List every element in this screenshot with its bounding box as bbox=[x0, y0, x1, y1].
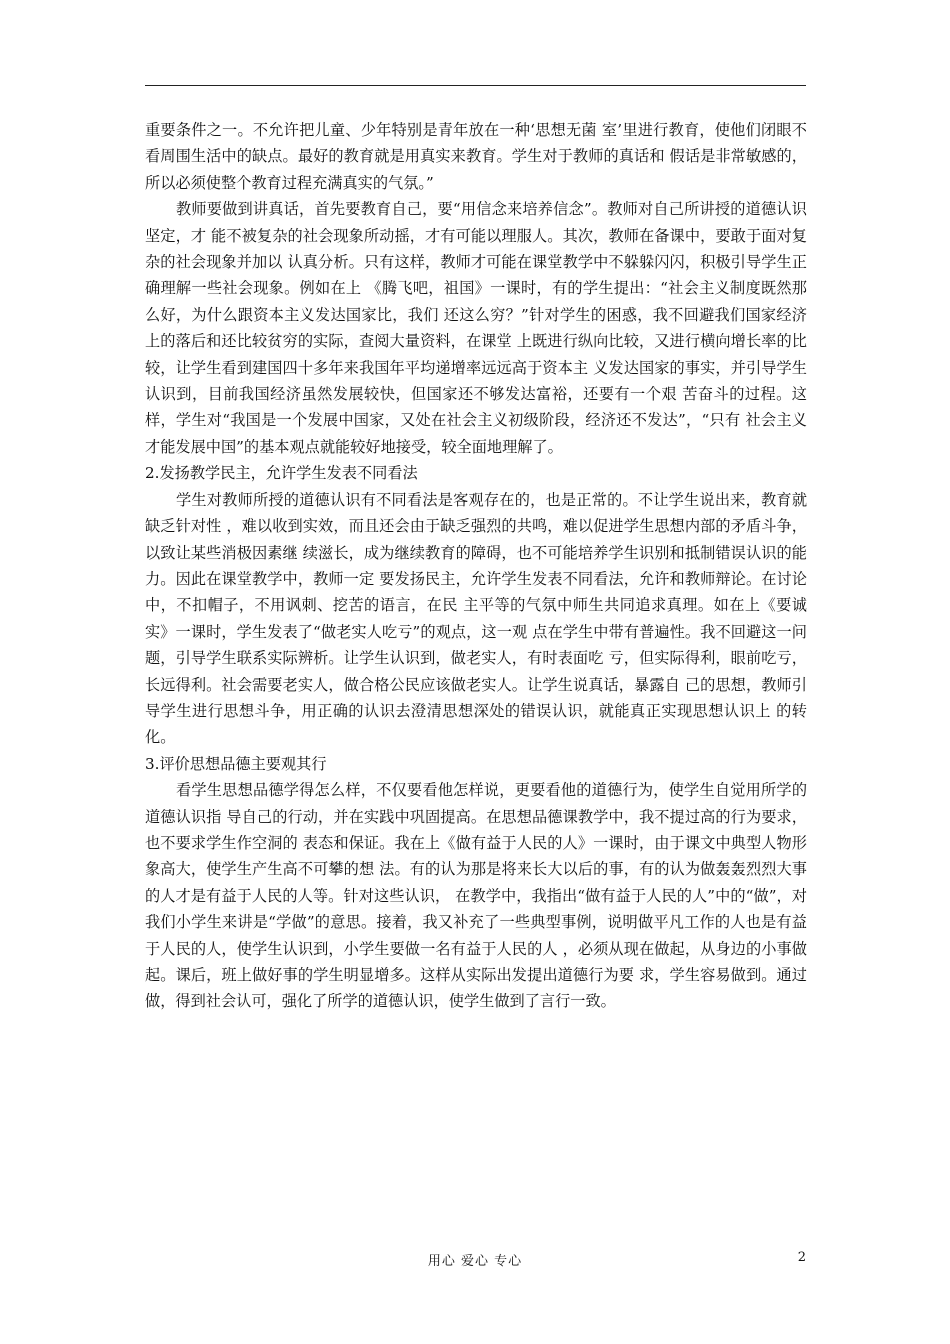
page-number: 2 bbox=[797, 1250, 806, 1265]
paragraph-speak-truth: 教师要做到讲真话，首先要教育自己，要“用信念来培养信念”。教师对自己所讲授的道德认识坚定，才 能不被复杂的社会现象所动摇，才有可能以理服人。其次，教师在备课中，要敢于面对复杂的社会现象并加以 认真分析。只有这样，教师才可能在课堂教学中不躲躲闪闪，积极引导学生正确理解一些社会现象。例如在上 《腾飞吧，祖国》一课时，有的学生提出：“社会主义制度既然那么好，为什么跟资本主义发达国家比，我们 还这么穷？”针对学生的困惑，我不回避我们国家经济上的落后和还比较贫穷的实际，查阅大量资料，在课堂 上既进行纵向比较，又进行横向增长率的比较，让学生看到建国四十多年来我国年平均递增率远远高于资本主 义发达国家的事实，并引导学生认识到，目前我国经济虽然发展较快，但国家还不够发达富裕，还要有一个艰 苦奋斗的过程。这样，学生对“我国是一个发展中国家，又处在社会主义初级阶段，经济还不发达”，“只有 社会主义才能发展中国”的基本观点就能较好地接受，较全面地理解了。 bbox=[145, 200, 807, 456]
section-heading-3: 3.评价思想品德主要观其行 bbox=[145, 754, 327, 773]
footer-motto: 用心 爱心 专心 bbox=[427, 1254, 523, 1269]
section-heading-2: 2.发扬教学民主，允许学生发表不同看法 bbox=[145, 464, 418, 483]
header-rule bbox=[145, 85, 806, 86]
paragraph-teaching-democracy: 学生对教师所授的道德认识有不同看法是客观存在的，也是正常的。不让学生说出来，教育就缺乏针对性 ，难以收到实效，而且还会由于缺乏强烈的共鸣，难以促进学生思想内部的矛盾斗争，以致让某些消极因素继 续滋长，成为继续教育的障碍，也不可能培养学生识别和抵制错误认识的能力。因此在课堂教学中，教师一定 要发扬民主，允许学生发表不同看法，允许和教师辩论。在讨论中，不扣帽子，不用讽刺、挖苦的语言，在民 主平等的气氛中师生共同追求真理。如在上《要诚实》一课时，学生发表了“做老实人吃亏”的观点，这一观 点在学生中带有普遍性。我不回避这一问题，引导学生联系实际辨析。让学生认识到，做老实人，有时表面吃 亏，但实际得利，眼前吃亏，长远得利。社会需要老实人，做合格公民应该做老实人。让学生说真话，暴露自 己的思想，教师引导学生进行思想斗争，用正确的认识去澄清思想深处的错误认识，就能真正实现思想认识上 的转化。 bbox=[145, 490, 807, 747]
document-body bbox=[145, 117, 807, 1015]
paragraph-evaluate-conduct: 看学生思想品德学得怎么样，不仅要看他怎样说，更要看他的道德行为，使学生自觉用所学的道德认识指 导自己的行动，并在实践中巩固提高。在思想品德课教学中，我不提过高的行为要求，也不要求学生作空洞的 表态和保证。我在上《做有益于人民的人》一课时，由于课文中典型人物形象高大，使学生产生高不可攀的想 法。有的认为那是将来长大以后的事，有的认为做轰轰烈烈大事的人才是有益于人民的人等。针对这些认识， 在教学中，我指出“做有益于人民的人”中的“做”，对我们小学生来讲是“学做”的意思。接着，我又补充了一些典型事例，说明做平凡工作的人也是有益于人民的人，使学生认识到，小学生要做一名有益于人民的人 ，必须从现在做起，从身边的小事做起。课后，班上做好事的学生明显增多。这样从实际出发提出道德行为要 求，学生容易做到。通过做，得到社会认可，强化了所学的道德认识，使学生做到了言行一致。 bbox=[145, 781, 807, 1011]
paragraph-continuation: 重要条件之一。不允许把儿童、少年特别是青年放在一种‘思想无菌 室’里进行教育，使他们闭眼不看周围生活中的缺点。最好的教育就是用真实来教育。学生对于教师的真话和 假话是非常敏感的，所以必须使整个教育过程充满真实的气氛。” bbox=[145, 121, 807, 192]
